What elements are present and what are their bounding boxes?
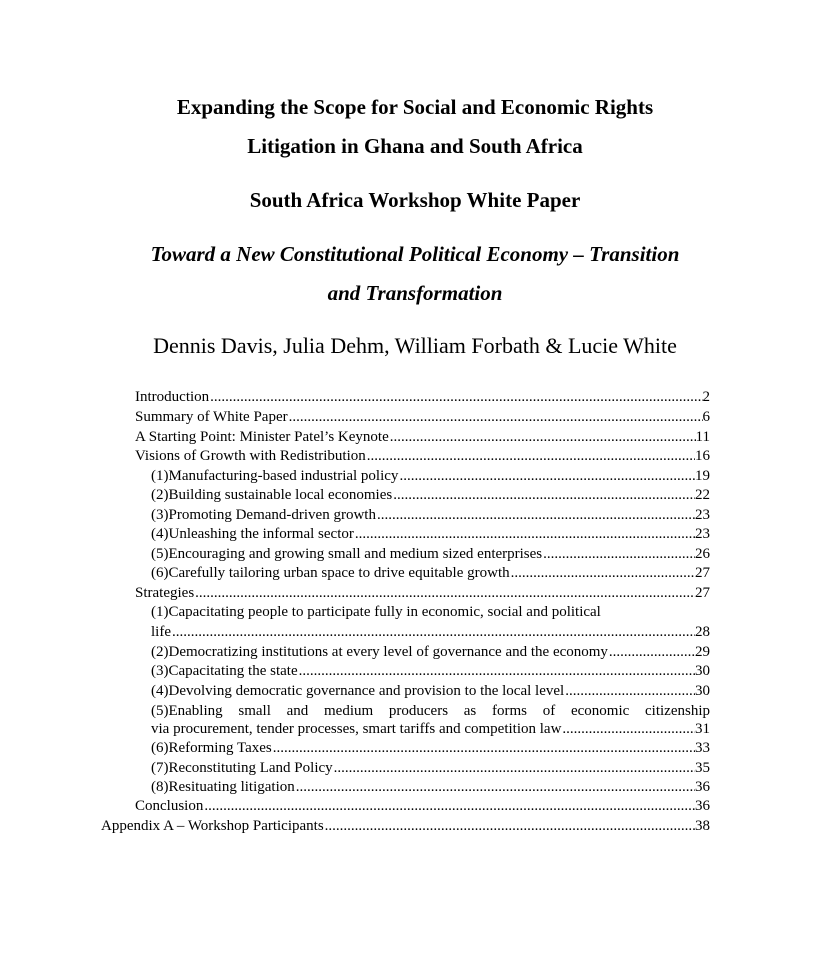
toc-title: via procurement, tender processes, smart tariffs and competition law bbox=[151, 721, 562, 737]
toc-page: 30 bbox=[695, 663, 710, 679]
toc-entry-vision-5[interactable] bbox=[151, 545, 710, 564]
toc-title: (2)Democratizing institutions at every level of governance and the economy bbox=[151, 644, 608, 660]
toc-entry-summary[interactable] bbox=[135, 408, 710, 427]
toc-entry-strategy-2[interactable] bbox=[151, 643, 710, 662]
toc-page: 26 bbox=[695, 546, 710, 562]
toc-entry-strategies[interactable] bbox=[135, 584, 710, 603]
toc-title: (6)Carefully tailoring urban space to drive equitable growth bbox=[151, 565, 510, 581]
toc-page: 31 bbox=[695, 721, 710, 737]
toc-entry-strategy-7[interactable] bbox=[151, 759, 710, 778]
toc-page: 6 bbox=[702, 409, 710, 425]
toc-title: (2)Building sustainable local economies bbox=[151, 487, 393, 503]
toc-title: (4)Devolving democratic governance and provision to the local level bbox=[151, 683, 565, 699]
authors: Dennis Davis, Julia Dehm, William Forbath & Lucie White bbox=[153, 333, 677, 358]
toc-page: 35 bbox=[695, 760, 710, 776]
toc-entry-strategy-6[interactable] bbox=[151, 739, 710, 758]
toc-page: 2 bbox=[702, 389, 710, 405]
toc-page: 36 bbox=[695, 779, 710, 795]
toc-title: Conclusion bbox=[135, 798, 204, 814]
toc-title: (1)Manufacturing-based industrial policy bbox=[151, 468, 399, 484]
toc-page: 29 bbox=[695, 644, 710, 660]
toc-entry-introduction[interactable] bbox=[135, 388, 710, 407]
toc-entry-appendix[interactable] bbox=[101, 817, 710, 836]
toc-entry-conclusion[interactable] bbox=[135, 797, 710, 816]
toc-entry-strategy-4[interactable] bbox=[151, 682, 710, 701]
toc-page: 33 bbox=[695, 740, 710, 756]
toc-entry-starting-point[interactable] bbox=[135, 428, 710, 447]
toc-entry-vision-2[interactable] bbox=[151, 486, 710, 505]
toc-page: 23 bbox=[695, 526, 710, 542]
toc-title: Introduction bbox=[135, 389, 210, 405]
toc-page: 27 bbox=[695, 585, 710, 601]
toc-page: 28 bbox=[695, 624, 710, 640]
toc-page: 36 bbox=[695, 798, 710, 814]
toc-entry-strategy-1-line-1[interactable]: (1)Capacitating people to participate fully in economic, social and political bbox=[151, 604, 601, 620]
toc-entry-strategy-1[interactable] bbox=[151, 623, 710, 642]
toc-entry-vision-3[interactable] bbox=[151, 506, 710, 525]
toc-entry-strategy-5[interactable] bbox=[151, 720, 710, 739]
toc-page: 16 bbox=[695, 448, 710, 464]
toc-title: (3)Promoting Demand-driven growth bbox=[151, 507, 376, 523]
toc-title: Strategies bbox=[135, 585, 195, 601]
toc-title: (4)Unleashing the informal sector bbox=[151, 526, 354, 542]
toc-page: 38 bbox=[695, 818, 710, 834]
toc-title: (5)Encouraging and growing small and medium sized enterprises bbox=[151, 546, 543, 562]
title-line-2: Litigation in Ghana and South Africa bbox=[247, 134, 583, 158]
toc-title: Visions of Growth with Redistribution bbox=[135, 448, 366, 464]
toc-entry-vision-6[interactable] bbox=[151, 564, 710, 583]
toc-entry-strategy-3[interactable] bbox=[151, 662, 710, 681]
subtitle: South Africa Workshop White Paper bbox=[249, 188, 581, 212]
toc-title: (3)Capacitating the state bbox=[151, 663, 298, 679]
toc-entry-vision-1[interactable] bbox=[151, 467, 710, 486]
toc-title: (6)Reforming Taxes bbox=[151, 740, 272, 756]
toc-entry-visions[interactable] bbox=[135, 447, 710, 466]
toc-page: 23 bbox=[695, 507, 710, 523]
toc-title: life bbox=[151, 624, 171, 640]
toc-title: Appendix A – Workshop Participants bbox=[101, 818, 324, 834]
toc-page: 27 bbox=[695, 565, 710, 581]
toc-page: 19 bbox=[695, 468, 710, 484]
toc-title: (8)Resituating litigation bbox=[151, 779, 295, 795]
toc-title: Summary of White Paper bbox=[135, 409, 288, 425]
toc-entry-strategy-5-line-1[interactable]: (5)Enabling small and medium producers as forms of economic citizenship bbox=[151, 703, 710, 719]
theme-line-1: Toward a New Constitutional Political Economy – Transition bbox=[150, 242, 680, 266]
toc-title: (7)Reconstituting Land Policy bbox=[151, 760, 333, 776]
theme-line-2: and Transformation bbox=[327, 281, 503, 305]
toc-entry-vision-4[interactable] bbox=[151, 525, 710, 544]
toc-page: 22 bbox=[695, 487, 710, 503]
toc-title: A Starting Point: Minister Patel’s Keynote bbox=[135, 429, 389, 445]
title-line-1: Expanding the Scope for Social and Economic Rights bbox=[176, 95, 654, 119]
toc-entry-strategy-8[interactable] bbox=[151, 778, 710, 797]
toc-page: 30 bbox=[695, 683, 710, 699]
toc-page: 11 bbox=[695, 429, 710, 445]
